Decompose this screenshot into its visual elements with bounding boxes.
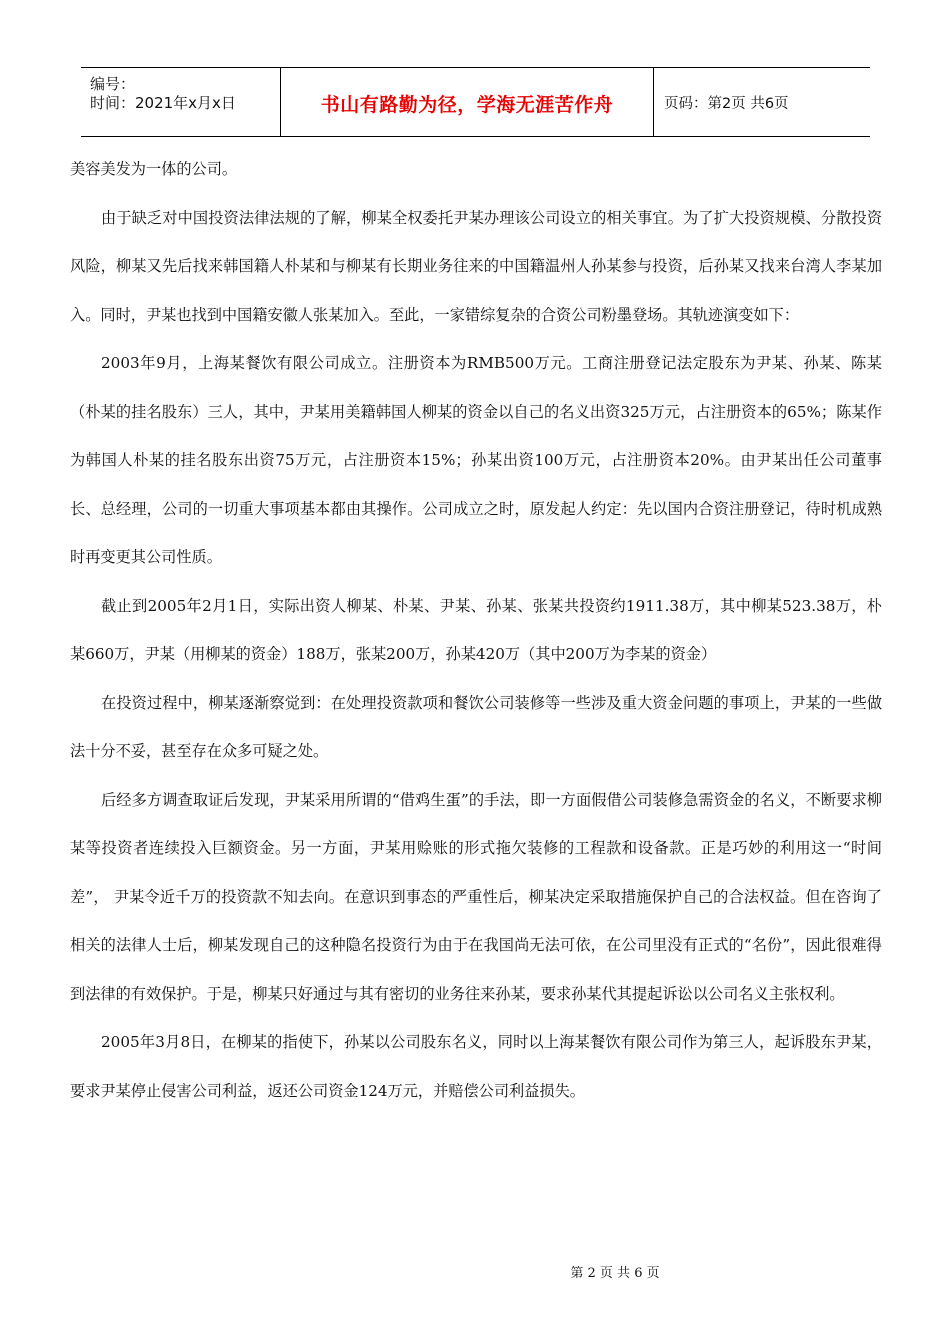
header-page-cell [654,68,870,136]
page-footer: 第 2 页 共 6 页 [570,1266,660,1281]
paragraph: 由于缺乏对中国投资法律法规的了解，柳某全权委托尹某办理该公司设立的相关事宜。为了扩大投资规模、分散投资风险，柳某又先后找来韩国籍人朴某和与柳某有长期业务往来的中国籍温州人孙某参与投资，后孙某又找来台湾人李某加入。同时，尹某也找到中国籍安徽人张某加入。至此，一家错综复杂的合资公司粉墨登场。其轨迹演变如下： [70,208,882,324]
paragraph: 后经多方调查取证后发现，尹某采用所谓的“借鸡生蛋”的手法，即一方面假借公司装修急需资金的名义，不断要求柳某等投资者连续投入巨额资金。另一方面，尹某用赊账的形式拖欠装修的工程款和设备款。正是巧妙的利用这一“时间差”， 尹某令近千万的投资款不知去向。在意识到事态的严重性后，柳某决定采取措施保护自己的合法权益。但在咨询了相关的法律人士后，柳某发现自己的这种隐名投资行为由于在我国尚无法可依，在公司里没有正式的“名份”，因此很难得到法律的有效保护。于是，柳某只好通过与其有密切的业务往来孙某，要求孙某代其提起诉讼以公司名义主张权利。 [70,790,882,1003]
motto-text: 书山有路勤为径，学海无涯苦作舟 [320,93,614,116]
number-label: 编号： [90,75,136,93]
paragraph-continuation: 美容美发为一体的公司。 [70,160,238,178]
paragraph: 在投资过程中，柳某逐渐察觉到：在处理投资款项和餐饮公司装修等一些涉及重大资金问题的事项上，尹某的一些做法十分不妥，甚至存在众多可疑之处。 [70,693,882,760]
document-header [81,67,870,137]
paragraph: 截止到2005年2月1日，实际出资人柳某、朴某、尹某、孙某、张某共投资约1911.38万，其中柳某523.38万，朴某660万，尹某（用柳某的资金）188万，张某200万，孙某420万（其中200万为李某的资金） [70,596,882,663]
header-motto-cell [281,68,654,136]
paragraph: 2005年3月8日，在柳某的指使下，孙某以公司股东名义，同时以上海某餐饮有限公司作为第三人，起诉股东尹某，要求尹某停止侵害公司利益，返还公司资金124万元，并赔偿公司利益损失。 [70,1033,882,1100]
header-meta-cell [81,68,281,136]
paragraph: 2003年9月，上海某餐饮有限公司成立。注册资本为RMB500万元。工商注册登记法定股东为尹某、孙某、陈某（朴某的挂名股东）三人，其中，尹某用美籍韩国人柳某的资金以自己的名义出资325万元，占注册资本的65%；陈某作为韩国人朴某的挂名股东出资75万元，占注册资本15%；孙某出资100万元，占注册资本20%。由尹某出任公司董事长、总经理，公司的一切重大事项基本都由其操作。公司成立之时，原发起人约定：先以国内合资注册登记，待时机成熟时再变更其公司性质。 [70,354,882,566]
time-label: 时间：2021年x月x日 [90,94,236,112]
document-body [70,145,882,1115]
page-info: 页码：第2页 共6页 [664,95,789,112]
